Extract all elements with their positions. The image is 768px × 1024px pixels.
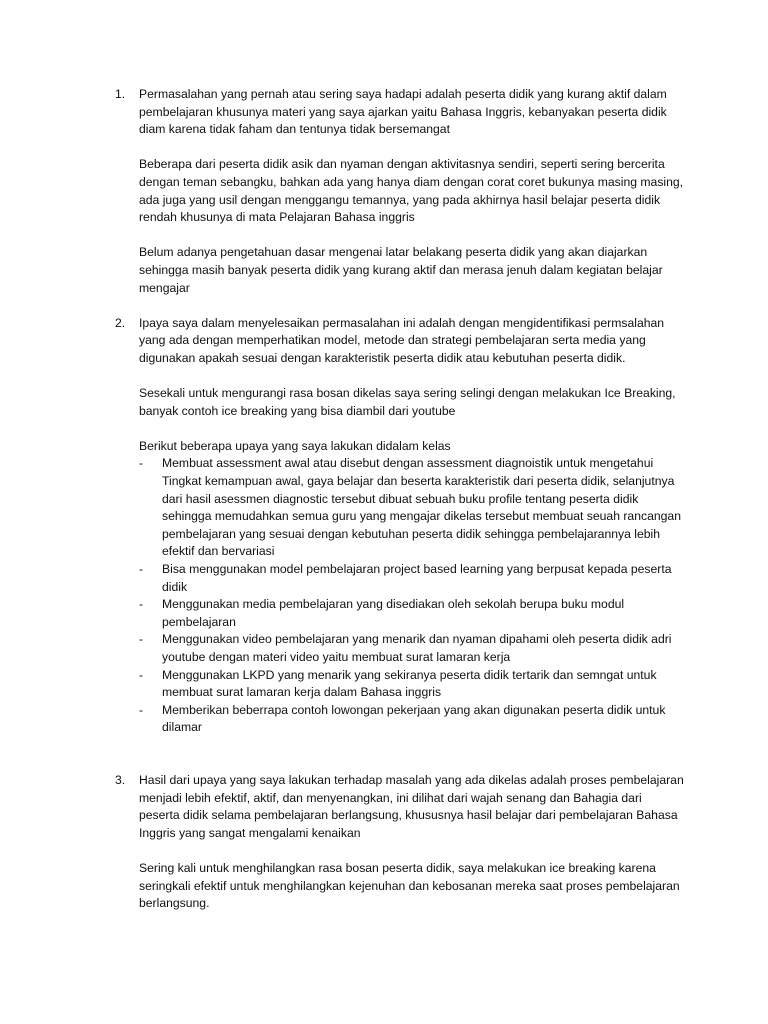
bullet-item bbox=[139, 455, 685, 561]
bullet-item bbox=[139, 561, 685, 596]
bullet-text: Menggunakan media pembelajaran yang disediakan oleh sekolah berupa buku modul pembelajaran bbox=[162, 597, 625, 629]
paragraph: Ipaya saya dalam menyelesaikan permasalahan ini adalah dengan mengidentifikasi permsalahan yang ada dengan memperhatikan model, metode dan strategi pembelajaran serta media yang digunakan apakah sesuai dengan karakteristik peserta didik atau kebutuhan peserta didik. bbox=[139, 315, 665, 365]
bullet-item bbox=[139, 702, 685, 737]
numbered-item-3 bbox=[115, 772, 685, 913]
item-number: 1. bbox=[115, 87, 126, 101]
bullet-list bbox=[139, 455, 685, 737]
paragraph: Sering kali untuk menghilangkan rasa bosan peserta didik, saya melakukan ice breaking karena seringkali efektif untuk menghilangkan kejenuhan dan kebosanan mereka saat proses pembelajaran berlangsung. bbox=[139, 860, 680, 911]
bullet-text: Membuat assessment awal atau disebut dengan assessment diagnoistik untuk mengetahui Tingkat kemampuan awal, gaya belajar dan beserta karakteristik dari peserta didik, selanjutnya dari hasil asessmen diagnostic tersebut dibuat sebuah buku profile tentang peserta didik sehingga memudahkan semua guru yang mengajar dikelas tersebut membuat seuah rancangan pembelajaran yang sesuai dengan kebutuhan peserta didik sehingga pembelajarannya lebih efektif dan bervariasi bbox=[162, 456, 681, 559]
bullet-text: Bisa menggunakan model pembelajaran project based learning yang berpusat kepada peserta didik bbox=[162, 562, 672, 594]
bullet-item bbox=[139, 596, 685, 631]
document-content bbox=[115, 86, 685, 913]
paragraph-gap bbox=[115, 737, 685, 772]
bullet-dash: - bbox=[139, 562, 144, 577]
bullet-dash: - bbox=[139, 456, 144, 471]
paragraph: Beberapa dari peserta didik asik dan nyaman dengan aktivitasnya sendiri, seperti sering bercerita dengan teman sebangku, bahkan ada yang hanya diam dengan corat coret bukunya masing masing, ada juga yang usil dengan menggangu temannya, yang pada akhirnya hasil belajar peserta didik rendah khusunya di mata Pelajaran Bahasa inggris bbox=[139, 157, 684, 225]
bullet-dash: - bbox=[139, 632, 144, 647]
bullet-dash: - bbox=[139, 597, 144, 612]
bullet-text: Menggunakan LKPD yang menarik yang sekiranya peserta didik tertarik dan semngat untuk membuat surat lamaran kerja dalam Bahasa inggris bbox=[162, 667, 657, 700]
paragraph-gap bbox=[115, 297, 685, 315]
numbered-item-2 bbox=[115, 315, 685, 737]
bullet-item bbox=[139, 667, 685, 702]
bullet-dash: - bbox=[139, 667, 144, 682]
bullet-item bbox=[139, 631, 685, 666]
item-number: 2. bbox=[115, 315, 126, 330]
bullet-dash: - bbox=[139, 702, 144, 717]
paragraph: Hasil dari upaya yang saya lakukan terhadap masalah yang ada dikelas adalah proses pembelajaran menjadi lebih efektif, aktif, dan menyenangkan, ini dilihat dari wajah senang dan Bahagia dari peserta didik selama pembelajaran berlangsung, khususnya hasil belajar dari pembelajaran Bahasa Inggris yang sangat mengalami kenaikan bbox=[139, 772, 684, 840]
paragraph: Permasalahan yang pernah atau sering saya hadapi adalah peserta didik yang kurang aktif dalam pembelajaran khusunya materi yang saya ajarkan yaitu Bahasa Inggris, kebanyakan peserta didik diam karena tidak faham dan tentunya tidak bersemangat bbox=[139, 87, 667, 137]
item-number: 3. bbox=[115, 772, 126, 787]
numbered-item-1 bbox=[115, 86, 685, 297]
bullet-text: Memberikan beberrapa contoh lowongan pekerjaan yang akan digunakan peserta didik untuk dilamar bbox=[162, 702, 666, 735]
bullet-text: Menggunakan video pembelajaran yang menarik dan nyaman dipahami oleh peserta didik adri youtube dengan materi video yaitu membuat surat lamaran kerja bbox=[162, 632, 672, 664]
paragraph: Belum adanya pengetahuan dasar mengenai latar belakang peserta didik yang akan diajarkan sehingga masih banyak peserta didik yang kurang aktif dan merasa jenuh dalam kegiatan belajar mengajar bbox=[139, 245, 663, 295]
paragraph: Sesekali untuk mengurangi rasa bosan dikelas saya sering selingi dengan melakukan Ice Breaking, banyak contoh ice breaking yang bisa diambil dari youtube bbox=[139, 386, 676, 418]
paragraph: Berikut beberapa upaya yang saya lakukan didalam kelas bbox=[139, 438, 451, 453]
